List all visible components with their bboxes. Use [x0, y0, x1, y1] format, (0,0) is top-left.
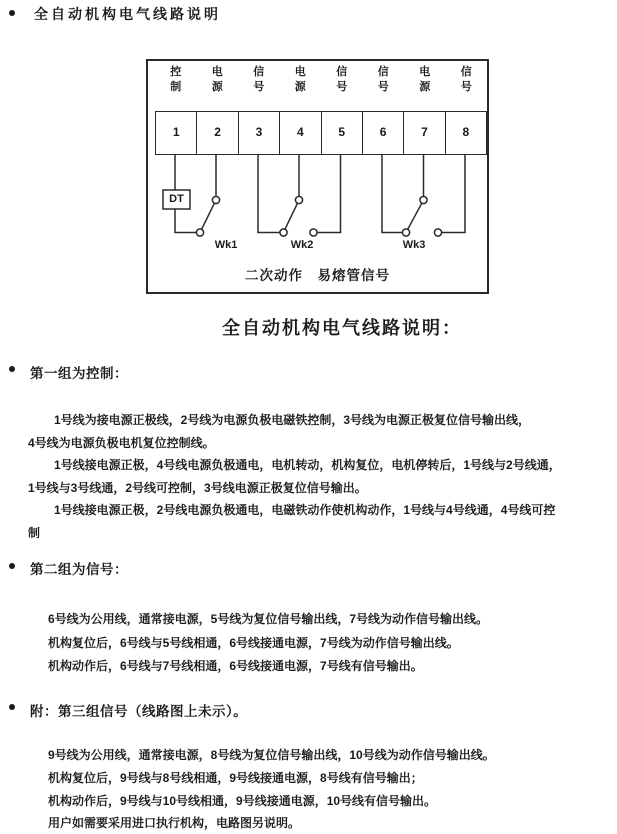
wk3-left-contact-circle — [402, 229, 409, 236]
wire-terminal6-to-contact — [382, 155, 402, 233]
diagram-caption: 二次动作 易熔管信号 — [245, 268, 390, 283]
paragraph-line: 1号线接电源正极，4号线电源负极通电，电机转动，机构复位，电机停转后，1号线与2号线通， — [54, 458, 561, 472]
wk3-right-contact-circle — [434, 229, 441, 236]
wire-terminal5-to-contact — [317, 155, 340, 233]
terminal-3-function-label: 信号 — [253, 66, 265, 93]
terminal-cell-3: 3 — [239, 112, 280, 154]
wk2-pivot-circle — [295, 196, 302, 203]
terminal-7-function-label: 电源 — [419, 66, 431, 93]
bullet-icon — [9, 10, 15, 16]
paragraph-line: 1号线与3号线通，2号线可控制，3号线电源正极复位信号输出。 — [28, 480, 367, 495]
terminal-cell-4: 4 — [280, 112, 321, 154]
dt-label: DT — [169, 193, 184, 205]
bullet-icon — [9, 563, 15, 569]
paragraph-line: 1号线接电源正极，2号线电源负极通电，电磁铁动作使机构动作，1号线与4号线通，4号线可控 — [54, 503, 556, 517]
section-1-title: 第一组为控制： — [30, 366, 128, 381]
wire-terminal3-to-contact — [258, 155, 280, 233]
terminal-8-function-label: 信号 — [460, 66, 472, 93]
wire-terminal8-to-contact — [442, 155, 465, 233]
bullet-icon — [9, 366, 15, 372]
terminal-cell-5: 5 — [322, 112, 363, 154]
terminal-4-function-label: 电源 — [294, 66, 306, 93]
wiring-svg — [148, 61, 487, 292]
wk2-left-contact-circle — [280, 229, 287, 236]
wk2-right-contact-circle — [310, 229, 317, 236]
terminal-cell-6: 6 — [363, 112, 404, 154]
terminal-2-function-label: 电源 — [211, 66, 223, 93]
wire-dt-to-contact1 — [175, 209, 196, 233]
paragraph-line: 1号线为接电源正极线，2号线为电源负极电磁铁控制，3号线为电源正极复位信号输出线， — [54, 413, 531, 427]
wk1-pivot-circle — [212, 196, 219, 203]
paragraph-line: 6号线为公用线，通常接电源，5号线为复位信号输出线，7号线为动作信号输出线。 — [48, 612, 489, 626]
wk2-lever — [285, 203, 298, 229]
terminal-cell-2: 2 — [197, 112, 238, 154]
wk3-lever — [408, 203, 422, 229]
paragraph-line: 机构动作后，9号线与10号线相通，9号线接通电源，10号线有信号输出。 — [48, 793, 437, 808]
switch-label-wk1: Wk1 — [214, 239, 238, 251]
section-3-paragraphs — [48, 744, 495, 834]
terminal-cell-7: 7 — [404, 112, 445, 154]
paragraph-line: 9号线为公用线，通常接电源，8号线为复位信号输出线，10号线为动作信号输出线。 — [48, 748, 495, 762]
wk1-lever — [202, 203, 215, 229]
circuit-diagram — [146, 59, 489, 294]
paragraph-line: 用户如需要采用进口执行机构，电路图另说明。 — [48, 816, 301, 831]
terminal-cell-8: 8 — [462, 125, 470, 139]
wk3-pivot-circle — [420, 196, 427, 203]
switch-label-wk2: Wk2 — [290, 239, 314, 251]
terminal-6-function-label: 信号 — [377, 66, 389, 93]
paragraph-line: 机构复位后，6号线与5号线相通，6号线接通电源，7号线为动作信号输出线。 — [48, 635, 459, 650]
terminal-1-function-label: 控制 — [170, 66, 182, 93]
section-2-paragraphs — [48, 608, 488, 679]
paragraph-line: 机构动作后，6号线与7号线相通，6号线接通电源，7号线有信号输出。 — [48, 659, 423, 673]
section-1-paragraphs — [28, 409, 561, 544]
paragraph-line: 制 — [28, 525, 41, 540]
paragraph-line: 机构复位后，9号线与8号线相通，9号线接通电源，8号线有信号输出； — [48, 770, 423, 785]
wk1-contact-circle — [196, 229, 203, 236]
terminal-5-function-label: 信号 — [336, 66, 348, 93]
section-2-title: 第二组为信号： — [30, 562, 128, 577]
page-title: 全自动机构电气线路说明 — [34, 6, 221, 22]
section-3-title: 附：第三组信号（线路图上未示）。 — [30, 704, 248, 719]
terminal-cell-1: 1 — [156, 112, 197, 154]
paragraph-line: 4号线为电源负极电机复位控制线。 — [28, 435, 215, 450]
bullet-icon — [9, 704, 15, 710]
switch-label-wk3: Wk3 — [402, 239, 426, 251]
section-main-heading: 全自动机构电气线路说明： — [222, 318, 462, 338]
